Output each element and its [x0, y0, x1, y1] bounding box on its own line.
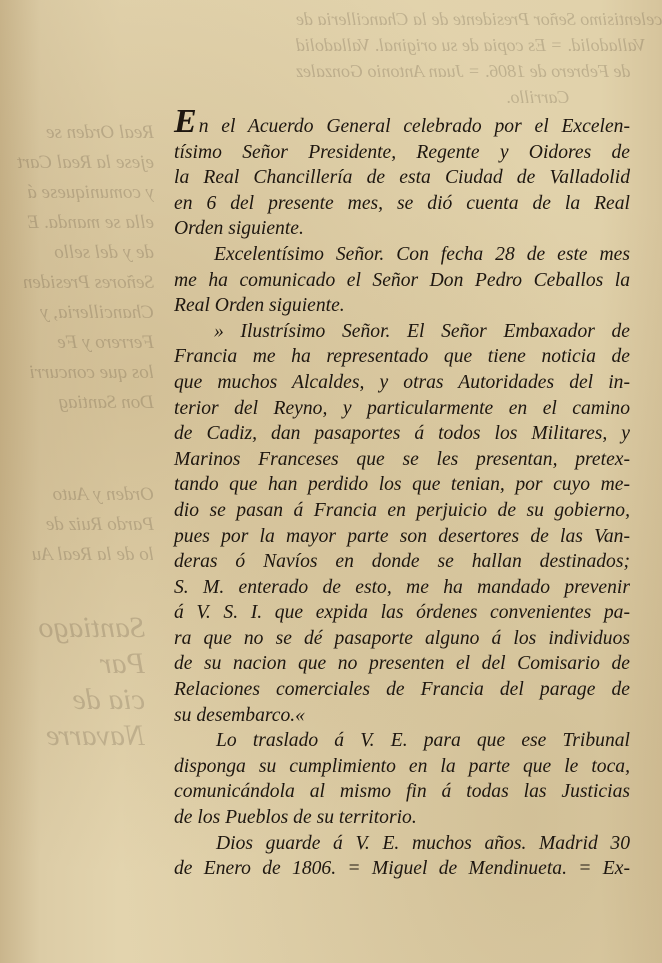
show-through-line: y comuniquese á — [27, 182, 154, 203]
text-line: S. M. enterado de esto, me ha mandado prevenir — [174, 576, 630, 598]
show-through-line: Santiago Par — [38, 611, 145, 680]
text-line: Lo traslado á V. E. para que ese Tribunal — [216, 730, 630, 752]
text-line: Real Orden siguiente. — [174, 295, 345, 317]
show-through-line: Chancilleria, y — [40, 302, 154, 323]
text-line: su desembarco.« — [174, 704, 305, 726]
show-through-line: cia de Navarre — [46, 683, 145, 752]
text-line: tísimo Señor Presidente, Regente y Oidores de — [174, 141, 630, 163]
show-through-signature — [0, 610, 145, 754]
text-line: Orden siguiente. — [174, 218, 304, 240]
show-through-line: Valladolid. = Es copia de su original. Valladolid — [295, 35, 646, 55]
show-through-line: Real Orden se — [46, 122, 154, 143]
text-line: de Enero de 1806. = Miguel de Mendinueta. = Ex- — [174, 858, 630, 880]
show-through-line: Don Santiag — [58, 392, 154, 413]
document-body — [174, 103, 630, 882]
text-line: que muchos Alcaldes, y otras Autoridades del in- — [174, 371, 630, 393]
text-line: tando que han perdido los que tenian, por cuyo me- — [174, 474, 630, 496]
text-line: deras ó Navíos en donde se hallan destinados; — [174, 551, 630, 573]
text-line: » Ilustrísimo Señor. El Señor Embaxador de — [214, 320, 630, 342]
text-line: Dios guarde á V. E. muchos años. Madrid 30 — [216, 832, 630, 854]
text-line: comunicándola al mismo fin á todas las Justicias — [174, 781, 630, 803]
text-line: n el Acuerdo General celebrado por el Excelen- — [198, 116, 630, 137]
text-line: terior del Reyno, y particularmente en el camino — [174, 397, 630, 419]
paragraph-traslado — [174, 728, 630, 830]
drop-cap: E — [174, 103, 197, 140]
text-line: me ha comunicado el Señor Don Pedro Ceballos la — [174, 269, 630, 291]
text-line: ra que no se dé pasaporte alguno á los individuos — [174, 627, 630, 649]
show-through-line: Carrillo. — [505, 87, 570, 107]
text-line: pues por la mayor parte son desertores de las Van- — [174, 525, 630, 547]
show-through-line: ella se manda. E — [27, 212, 154, 233]
text-line: Marinos Franceses que se les presentan, pretex- — [174, 448, 630, 470]
text-line: en 6 del presente mes, se dió cuenta de la Real — [174, 192, 630, 214]
paragraph-real-orden — [174, 319, 630, 729]
show-through-line: de Febrero de 1806. = Juan Antonio Gonzalez — [295, 61, 631, 81]
show-through-text-left — [0, 118, 154, 418]
text-line: de Cadiz, dan pasaportes á todos los Militares, y — [174, 423, 630, 445]
text-line: disponga su cumplimiento en la parte que le toca, — [174, 755, 630, 777]
text-line: á V. S. I. que expida las órdenes convenientes pa- — [174, 602, 630, 624]
text-line: de los Pueblos de su territorio. — [174, 807, 417, 829]
text-line: Relaciones comerciales de Francia del parage de — [174, 679, 630, 701]
text-line: dio se pasan á Francia en perjuicio de su gobierno, — [174, 499, 630, 521]
text-line: la Real Chancillería de esta Ciudad de Valladolid — [174, 167, 630, 189]
show-through-line: ejese la Real Cart — [17, 152, 154, 173]
paragraph-closing — [174, 831, 630, 882]
text-line: de su nacion que no presenten el del Comisario de — [174, 653, 630, 675]
paragraph-acuerdo — [174, 103, 630, 242]
show-through-line: los que concurri — [29, 362, 154, 383]
paragraph-excelentisimo — [174, 242, 630, 319]
show-through-line: lo de la Real Au — [31, 544, 154, 565]
show-through-line: celentisimo Señor Presidente de la Chancilleria de — [295, 9, 662, 29]
show-through-line: Pardo Ruiz de — [45, 514, 154, 535]
text-line: Excelentísimo Señor. Con fecha 28 de este mes — [214, 243, 630, 265]
show-through-line: Señores Presiden — [22, 272, 154, 293]
show-through-line: Ferrero y Fe — [57, 332, 154, 353]
show-through-text-top — [296, 6, 662, 110]
text-line: Francia me ha representado que tiene noticia de — [174, 346, 630, 368]
show-through-line: Orden y Auto — [52, 484, 154, 505]
show-through-text-left-lower — [0, 480, 154, 570]
show-through-line: de y del sello — [54, 242, 154, 263]
